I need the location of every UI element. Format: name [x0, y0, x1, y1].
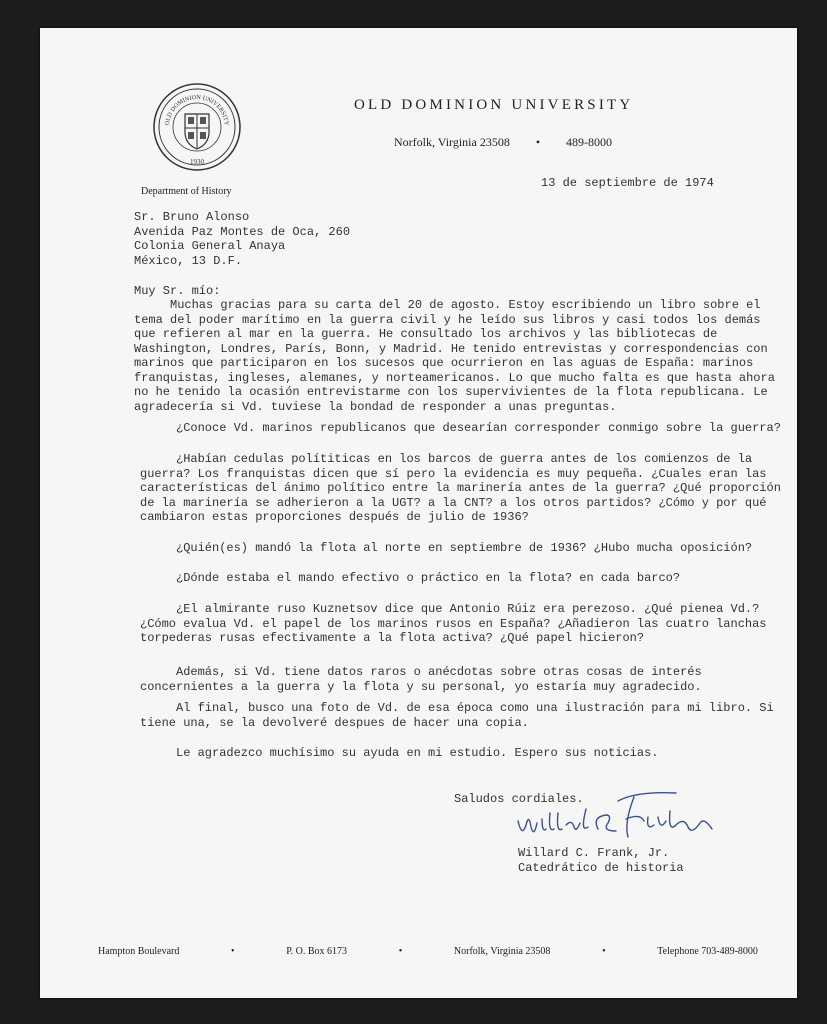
letter-paragraph: Al final, busco una foto de Vd. de esa época como una ilustración para mi libro. Si tiene una, se la devolveré despues de hacer una copia. — [140, 701, 774, 730]
separator-dot-icon: • — [398, 946, 403, 957]
letter-date: 13 de septiembre de 1974 — [541, 176, 714, 190]
signer-name: Willard C. Frank, Jr. — [518, 846, 670, 860]
letter-paragraph: Muchas gracias para su carta del 20 de agosto. Estoy escribiendo un libro sobre el tema del poder marítimo en la guerra civil y he leído sus libros y casi todos los demás que refieren al mar en la guerra. He consultado los archivos y las bibliotecas de Washington, Londres, París, Bonn, y Madrid. He tenido entrevistas y correspondencias con marinos que participaron en los sucesos que ocurrieron en las aguas de España: marinos franquistas, ingleses, alemanes, y norteamericanos. Lo que mucho falta es que hasta ahora no he tenido la ocasión entrevistarme con los supervivientes de la flota republicana. Le agradecería si Vd. tuviese la bondad de responder a unas preguntas. — [134, 298, 775, 414]
signer-block — [518, 846, 684, 876]
letterhead-address — [394, 135, 612, 150]
letter-page — [40, 28, 797, 998]
closing: Saludos cordiales. — [454, 792, 584, 806]
letter-paragraph: Además, si Vd. tiene datos raros o anécdotas sobre otras cosas de interés concernientes a la guerra y la flota y su personal, yo estaría muy agradecido. — [140, 665, 702, 694]
recipient-address — [134, 210, 350, 268]
letter-paragraph: ¿Habían cedulas polítiticas en los barcos de guerra antes de los comienzos de la guerra? Los franquistas dicen que sí pero la evidencia es muy pequeña. ¿Cuales eran las características del ánimo político entre la marinería antes de la guerra? ¿Qué proporción de la marinería se adherieron a la UGT? a la CNT? a los otros partidos? ¿Cómo y por qué cambiaron estas proporciones después de julio de 1936? — [140, 452, 781, 524]
footer-po-box: P. O. Box 6173 — [286, 946, 348, 957]
signer-title: Catedrático de historia — [518, 861, 684, 875]
letter-paragraph: ¿Dónde estaba el mando efectivo o práctico en la flota? en cada barco? — [176, 571, 681, 585]
university-name: OLD DOMINION UNIVERSITY — [354, 97, 634, 113]
footer-street: Hampton Boulevard — [98, 946, 180, 957]
letterhead-phone: 489-8000 — [566, 135, 613, 149]
university-seal-icon — [152, 82, 242, 172]
footer-city: Norfolk, Virginia 23508 — [453, 946, 551, 957]
separator-dot-icon: • — [602, 946, 606, 957]
salutation: Muy Sr. mío: — [134, 284, 221, 298]
department-name: Department of History — [141, 186, 232, 197]
letter-paragraph: Le agradezco muchísimo su ayuda en mi estudio. Espero sus noticias. — [176, 746, 659, 760]
separator-dot-icon: • — [231, 946, 235, 957]
letterhead-footer — [98, 946, 758, 957]
footer-telephone: Telephone 703-489-8000 — [657, 946, 758, 957]
recipient-line: México, 13 D.F. — [134, 253, 243, 268]
separator-dot-icon: • — [535, 135, 541, 149]
recipient-line: Colonia General Anaya — [134, 239, 286, 253]
recipient-line: Avenida Paz Montes de Oca, 260 — [134, 224, 351, 239]
seal-text: OLD DOMINION UNIVERSITY — [163, 93, 231, 126]
letter-paragraph: ¿Conoce Vd. marinos republicanos que desearían corresponder conmigo sobre la guerra? — [176, 421, 781, 435]
recipient-line: Sr. Bruno Alonso — [134, 210, 250, 224]
letterhead-city: Norfolk, Virginia 23508 — [394, 135, 510, 149]
letter-paragraph: ¿El almirante ruso Kuznetsov dice que Antonio Rúiz era perezoso. ¿Qué pienea Vd.? ¿Cómo evalua Vd. el papel de los marinos rusos en España? ¿Añadieron las cuatro lanchas torpederas rusas efectivamente a la flota activa? ¿Qué papel hicieron? — [140, 602, 767, 645]
handwritten-signature — [516, 783, 736, 853]
seal-year: 1930 — [190, 158, 204, 166]
letter-paragraph: ¿Quién(es) mandó la flota al norte en septiembre de 1936? ¿Hubo mucha oposición? — [176, 541, 753, 555]
